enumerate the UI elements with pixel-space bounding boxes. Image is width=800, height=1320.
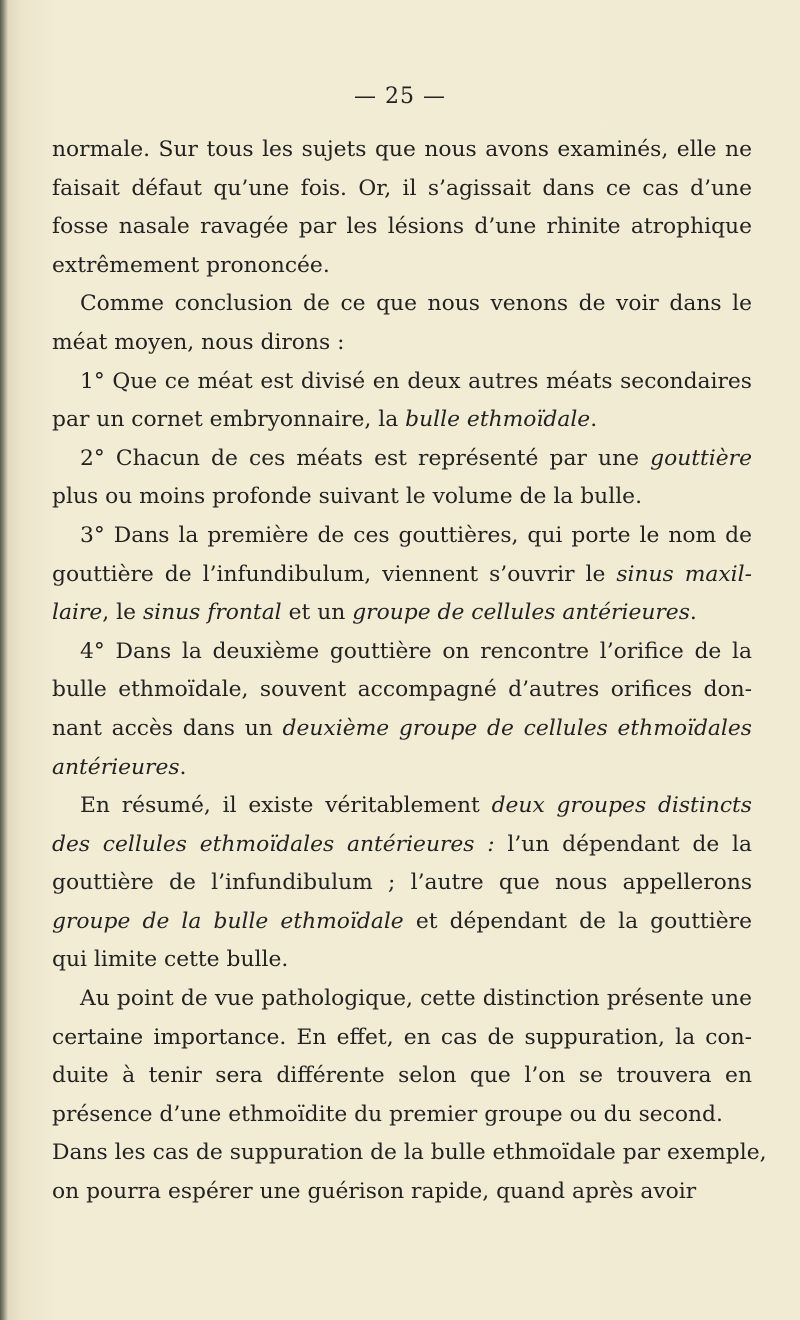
text-line [52,1057,752,1096]
text-line [52,864,752,903]
text-segment: 1° Que ce méat est divisé en deux autres méats secondaires [80,368,752,394]
text-line [52,980,752,1019]
text-segment: En résumé, il existe véritablement [80,793,492,819]
italic-text: des cellules ethmoïdales antérieures : [52,831,495,857]
text-segment: , le [102,600,143,626]
text-segment: . [590,407,598,433]
text-segment: 2° Chacun de ces méats est représenté par une [80,445,651,471]
text-line [52,363,752,402]
text-segment: et dépendant de la gouttière [403,908,752,934]
text-segment: gouttière de l’infundibulum ; l’autre que nous appellerons [52,870,752,896]
text-segment: . [689,600,697,626]
text-segment: Au point de vue pathologique, cette distinction présente une [80,986,752,1012]
text-segment: normale. Sur tous les sujets que nous avons examinés, elle ne [52,137,752,162]
italic-text: deux groupes distincts [491,793,752,819]
text-line [52,170,752,209]
italic-text: groupe de la bulle ethmoïdale [52,908,404,934]
text-line [52,749,752,788]
text-line [52,903,752,942]
text-segment: méat moyen, nous dirons : [52,329,345,355]
text-line [52,247,752,286]
text-line [52,208,752,247]
text-line [52,556,752,595]
text-line [52,826,752,865]
text-segment: . [179,754,187,780]
italic-text: sinus maxil- [616,561,752,587]
text-line [52,671,752,710]
text-line [52,478,752,517]
italic-text: groupe de cellules antérieures [352,600,690,626]
italic-text: bulle ethmoïdale [405,407,591,433]
text-segment: faisait défaut qu’une fois. Or, il s’agissait dans ce cas d’une [52,175,752,201]
text-line [52,710,752,749]
text-line [52,440,752,479]
text-segment: nant accès dans un [52,715,283,741]
text-line [52,324,752,363]
text-segment: qui limite cette bulle. [52,947,289,973]
text-line [52,131,752,170]
text-segment: fosse nasale ravagée par les lésions d’une rhinite atrophique [52,214,752,240]
text-segment: par un cornet embryonnaire, la [52,407,406,433]
text-segment: duite à tenir sera différente selon que l’on se trouvera en [52,1063,752,1089]
text-segment: extrêmement prononcée. [52,252,330,278]
text-line [52,941,752,980]
book-spine-edge [0,0,8,1320]
text-segment: on pourra espérer une guérison rapide, quand après avoir [52,1179,697,1205]
text-segment: 3° Dans la première de ces gouttières, qui porte le nom de [80,522,752,548]
text-line [52,1173,752,1212]
text-line [52,517,752,556]
italic-text: antérieures [52,754,180,780]
text-segment: Comme conclusion de ce que nous venons de voir dans le [80,291,752,317]
text-segment: présence d’une ethmoïdite du premier groupe ou du second. [52,1101,723,1127]
italic-text: sinus frontal [142,600,282,626]
italic-text: gouttière [650,445,752,471]
text-segment: 4° Dans la deuxième gouttière on rencontre l’orifice de la [80,638,752,664]
italic-text: laire [52,600,103,626]
text-line [52,787,752,826]
text-segment: plus ou moins profonde suivant le volume de la bulle. [52,484,642,510]
text-line [52,594,752,633]
text-segment: certaine importance. En effet, en cas de suppuration, la con- [52,1024,752,1050]
text-segment: l’un dépendant de la [494,831,753,857]
text-segment: gouttière de l’infundibulum, viennent s’ouvrir le [52,561,617,587]
text-line [52,1134,767,1173]
text-line [52,1096,752,1135]
page-number: — 25 — [354,84,446,109]
text-line [52,401,752,440]
text-segment: et un [281,600,353,626]
text-line [52,1019,752,1058]
body-text [52,131,767,1212]
text-segment: Dans les cas de suppuration de la bulle ethmoïdale par exemple, [52,1140,767,1166]
text-line [52,285,752,324]
text-segment: bulle ethmoïdale, souvent accompagné d’autres orifices don- [52,677,752,703]
text-line [52,633,752,672]
italic-text: deuxième groupe de cellules ethmoïdales [282,715,752,741]
